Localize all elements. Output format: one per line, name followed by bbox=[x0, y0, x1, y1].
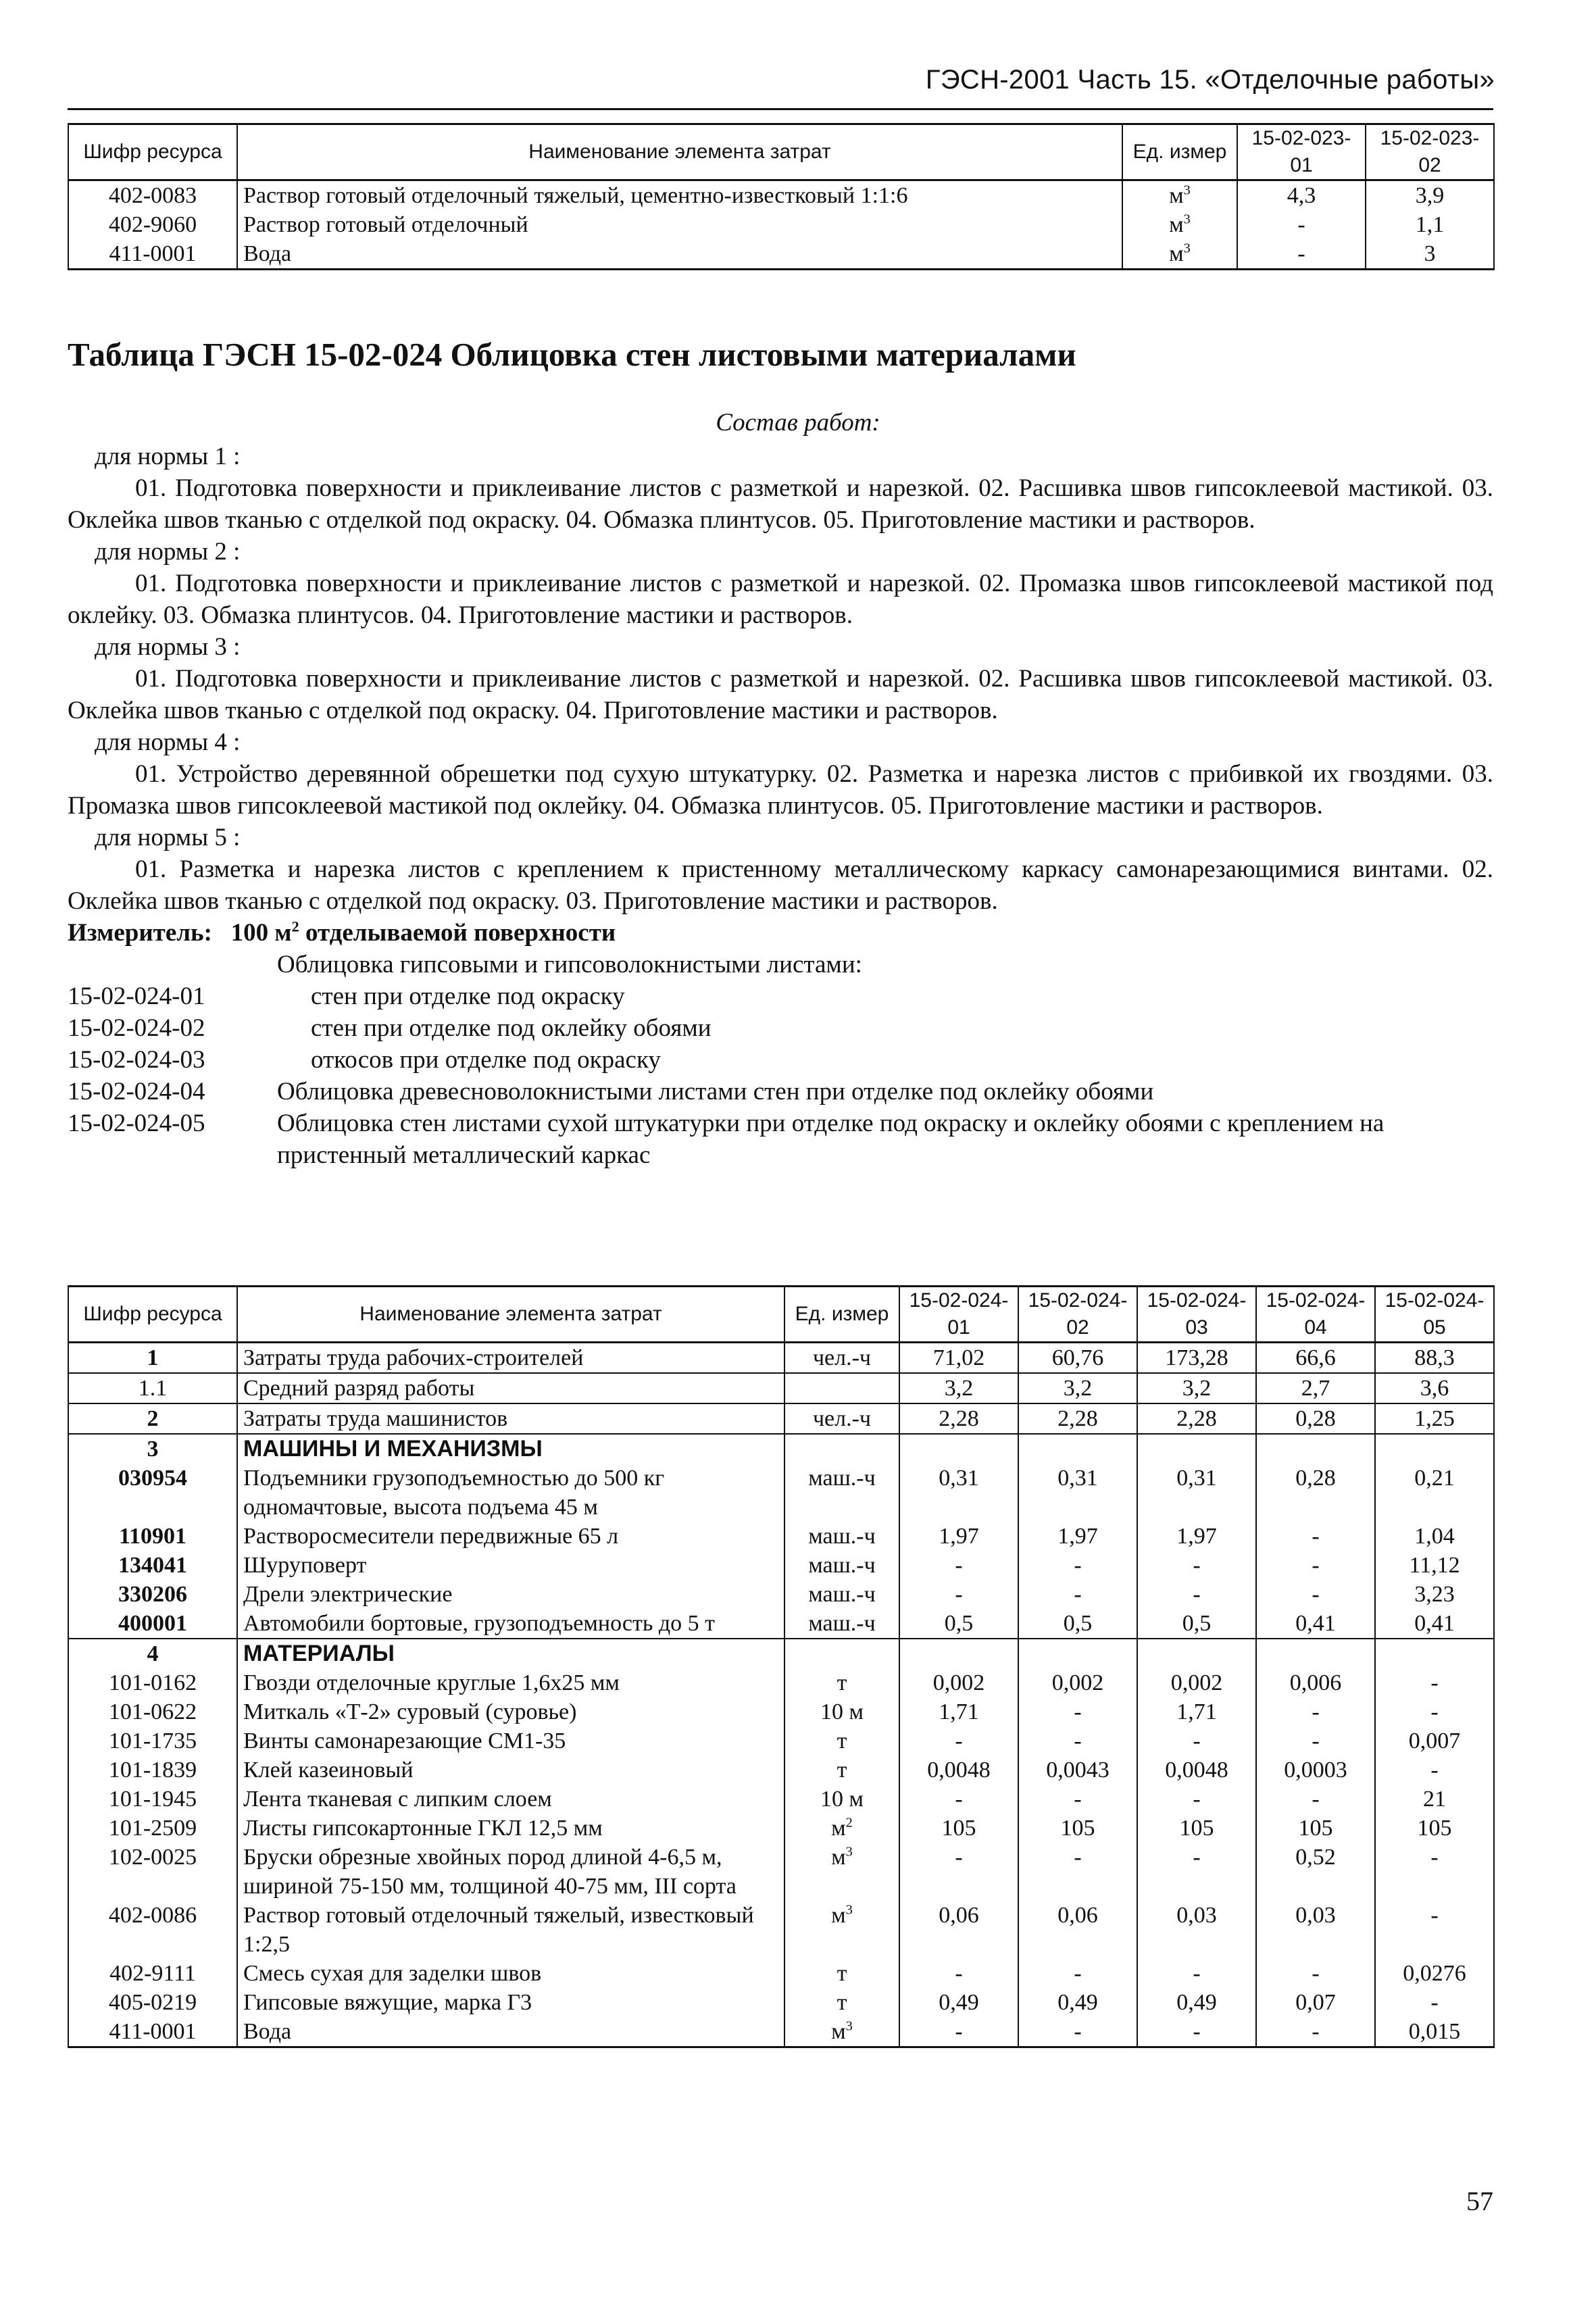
unit-power: 3 bbox=[1183, 182, 1191, 198]
resource-code: 101-0162 bbox=[68, 1668, 237, 1697]
resource-name: Шуруповерт bbox=[237, 1551, 784, 1580]
norm-value bbox=[1256, 1434, 1375, 1464]
norm-description: Облицовка древесноволокнистыми листами стен при отделке под оклейку обоями bbox=[277, 1078, 1154, 1105]
norm-value: 0,5 bbox=[899, 1609, 1018, 1639]
unit-text: м bbox=[1169, 241, 1184, 266]
resource-name: Листы гипсокартонные ГКЛ 12,5 мм bbox=[237, 1814, 784, 1843]
norm-value: 105 bbox=[1018, 1814, 1137, 1843]
unit-text: м bbox=[1169, 212, 1184, 237]
norm-value: 11,12 bbox=[1375, 1551, 1494, 1580]
unit-cell bbox=[784, 1580, 899, 1609]
norm-value: 0,007 bbox=[1375, 1726, 1494, 1756]
unit-cell bbox=[784, 1726, 899, 1756]
unit-cell bbox=[784, 1959, 899, 1988]
unit-power: 2 bbox=[845, 1815, 853, 1831]
norm-value: - bbox=[899, 1785, 1018, 1814]
column-header: Шифр ресурса bbox=[68, 1287, 237, 1343]
norm-value: 0,0043 bbox=[1018, 1756, 1137, 1785]
column-header: 15-02-023-02 bbox=[1366, 124, 1494, 180]
norm-value: 105 bbox=[1137, 1814, 1256, 1843]
norm-value: 0,07 bbox=[1256, 1988, 1375, 2017]
unit-cell bbox=[784, 1434, 899, 1464]
unit-text: маш.-ч bbox=[808, 1582, 876, 1607]
table-row bbox=[68, 1988, 1494, 2017]
norm-value: 0,06 bbox=[899, 1901, 1018, 1959]
column-header: 15-02-024-02 bbox=[1018, 1287, 1137, 1343]
unit-cell bbox=[784, 1785, 899, 1814]
resource-code: 134041 bbox=[68, 1551, 237, 1580]
norm-value: - bbox=[1137, 1580, 1256, 1609]
table-row bbox=[68, 1522, 1494, 1551]
unit-cell bbox=[784, 1639, 899, 1668]
resource-name: Раствор готовый отделочный тяжелый, известковый 1:2,5 bbox=[237, 1901, 784, 1959]
work-composition bbox=[68, 441, 1493, 1171]
column-header: 15-02-023-01 bbox=[1237, 124, 1366, 180]
norm-description: откосов при отделке под окраску bbox=[311, 1046, 661, 1074]
norm-value: 1,71 bbox=[899, 1697, 1018, 1726]
meter-unit-power: 2 bbox=[291, 918, 299, 935]
table-header-row bbox=[68, 1287, 1494, 1343]
norm-value: - bbox=[1137, 1843, 1256, 1901]
norm-value: 2,28 bbox=[1137, 1403, 1256, 1434]
running-header: ГЭСН-2001 Часть 15. «Отделочные работы» bbox=[925, 65, 1495, 95]
resource-name: Затраты труда машинистов bbox=[237, 1403, 784, 1434]
unit-cell bbox=[784, 1373, 899, 1403]
norm-value bbox=[899, 1434, 1018, 1464]
norm-value: 71,02 bbox=[899, 1343, 1018, 1374]
unit-power: 3 bbox=[845, 1844, 853, 1860]
resource-name: Автомобили бортовые, грузоподъемность до 5 т bbox=[237, 1609, 784, 1639]
resource-name: Дрели электрические bbox=[237, 1580, 784, 1609]
norm-value: - bbox=[1375, 1668, 1494, 1697]
resource-name: Бруски обрезные хвойных пород длиной 4-6,5 м, шириной 75-150 мм, толщиной 40-75 мм, III сорта bbox=[237, 1843, 784, 1901]
norm-value: 0,28 bbox=[1256, 1464, 1375, 1522]
table-row bbox=[68, 1343, 1494, 1374]
norm-value: 0,28 bbox=[1256, 1403, 1375, 1434]
table-row bbox=[68, 1901, 1494, 1959]
section-name: МАШИНЫ И МЕХАНИЗМЫ bbox=[237, 1434, 784, 1464]
unit-text: чел.-ч bbox=[812, 1406, 872, 1431]
norm-work-text: 01. Подготовка поверхности и приклеивание листов с разметкой и нарезкой. 02. Расшивка швов гипсоклеевой мастикой. 03. Оклейка швов тканью с отделкой под окраску. 04. Приготовление мастики и растворов. bbox=[68, 665, 1493, 724]
norm-value: 0,31 bbox=[1137, 1464, 1256, 1522]
norm-value: - bbox=[1018, 1580, 1137, 1609]
table-row bbox=[68, 1843, 1494, 1901]
norm-value: 0,41 bbox=[1256, 1609, 1375, 1639]
section-row bbox=[68, 1434, 1494, 1464]
unit-text: т bbox=[837, 1670, 847, 1695]
norm-value: 0,0276 bbox=[1375, 1959, 1494, 1988]
norm-value: 3,23 bbox=[1375, 1580, 1494, 1609]
norm-work-text: 01. Подготовка поверхности и приклеивание листов с разметкой и нарезкой. 02. Расшивка швов гипсоклеевой мастикой. 03. Оклейка швов тканью с отделкой под окраску. 04. Обмазка плинтусов. 05. Приготовление мастики и растворов. bbox=[68, 474, 1493, 534]
unit-cell bbox=[784, 1343, 899, 1374]
table-row bbox=[68, 1959, 1494, 1988]
resource-code: 101-1735 bbox=[68, 1726, 237, 1756]
resource-code: 1.1 bbox=[68, 1373, 237, 1403]
unit-power: 3 bbox=[1183, 241, 1191, 256]
header-rule bbox=[68, 108, 1493, 110]
resource-name: Средний разряд работы bbox=[237, 1373, 784, 1403]
norm-value: - bbox=[1256, 1959, 1375, 1988]
norm-value: 1,97 bbox=[1137, 1522, 1256, 1551]
table-row bbox=[68, 1785, 1494, 1814]
norm-value: 0,49 bbox=[899, 1988, 1018, 2017]
meter-unit-text: отделываемой поверхности bbox=[299, 919, 616, 947]
norm-value: - bbox=[1375, 1697, 1494, 1726]
unit-power: 3 bbox=[845, 2018, 853, 2034]
norm-value: 1,25 bbox=[1375, 1403, 1494, 1434]
table-row bbox=[68, 1756, 1494, 1785]
unit-text: маш.-ч bbox=[808, 1553, 876, 1578]
resource-table-top bbox=[68, 123, 1495, 270]
norm-value: 0,21 bbox=[1375, 1464, 1494, 1522]
norm-value: 0,52 bbox=[1256, 1843, 1375, 1901]
unit-cell bbox=[1122, 210, 1237, 239]
norm-value: - bbox=[1018, 1959, 1137, 1988]
norm-value: 1,71 bbox=[1137, 1697, 1256, 1726]
norm-value: - bbox=[1375, 1901, 1494, 1959]
unit-cell bbox=[784, 1988, 899, 2017]
resource-name: Клей казеиновый bbox=[237, 1756, 784, 1785]
norm-value bbox=[899, 1639, 1018, 1668]
norm-value: - bbox=[1375, 1756, 1494, 1785]
unit-cell bbox=[784, 1403, 899, 1434]
unit-cell bbox=[784, 1756, 899, 1785]
norm-value bbox=[1375, 1434, 1494, 1464]
norm-value: - bbox=[899, 1843, 1018, 1901]
norm-value: 2,7 bbox=[1256, 1373, 1375, 1403]
table-row bbox=[68, 239, 1494, 270]
norm-value: 3,9 bbox=[1366, 180, 1494, 211]
unit-text: 10 м bbox=[820, 1699, 864, 1724]
norm-value: 105 bbox=[1256, 1814, 1375, 1843]
unit-text: т bbox=[837, 1758, 847, 1783]
norm-value: 21 bbox=[1375, 1785, 1494, 1814]
page-number: 57 bbox=[1466, 2186, 1493, 2216]
table-header-row bbox=[68, 124, 1494, 180]
norm-value: - bbox=[1237, 210, 1366, 239]
unit-text: маш.-ч bbox=[808, 1611, 876, 1636]
norm-value: 0,31 bbox=[899, 1464, 1018, 1522]
norm-value: 1,04 bbox=[1375, 1522, 1494, 1551]
norm-value: 0,03 bbox=[1256, 1901, 1375, 1959]
norm-value: 105 bbox=[899, 1814, 1018, 1843]
unit-text: чел.-ч bbox=[812, 1345, 872, 1370]
table-body bbox=[68, 1343, 1494, 2047]
column-header: Ед. измер bbox=[1122, 124, 1237, 180]
norm-label: для нормы 2 : bbox=[95, 538, 241, 566]
norm-value: - bbox=[1256, 2017, 1375, 2047]
resource-code: 101-0622 bbox=[68, 1697, 237, 1726]
resource-name: Раствор готовый отделочный тяжелый, цементно-известковый 1:1:6 bbox=[237, 180, 1122, 211]
resource-code: 1 bbox=[68, 1343, 237, 1374]
norm-value: - bbox=[1018, 1726, 1137, 1756]
norm-code: 15-02-024-05 bbox=[68, 1110, 205, 1137]
unit-text: м bbox=[831, 1816, 846, 1841]
norm-value bbox=[1137, 1639, 1256, 1668]
norm-work-text: 01. Подготовка поверхности и приклеивание листов с разметкой и нарезкой. 02. Промазка швов гипсоклеевой мастикой под оклейку. 03. Обмазка плинтусов. 04. Приготовление мастики и растворов. bbox=[68, 570, 1493, 629]
norm-value: 0,5 bbox=[1018, 1609, 1137, 1639]
section-name: МАТЕРИАЛЫ bbox=[237, 1639, 784, 1668]
table-row bbox=[68, 2017, 1494, 2047]
unit-text: т bbox=[837, 1961, 847, 1986]
norm-value: 0,41 bbox=[1375, 1609, 1494, 1639]
resource-code: 4 bbox=[68, 1639, 237, 1668]
norm-value: 0,0048 bbox=[1137, 1756, 1256, 1785]
norm-value: 4,3 bbox=[1237, 180, 1366, 211]
resource-name: Вода bbox=[237, 239, 1122, 270]
table-row bbox=[68, 1551, 1494, 1580]
norm-value: - bbox=[899, 1551, 1018, 1580]
resource-code: 411-0001 bbox=[68, 2017, 237, 2047]
norm-value: - bbox=[899, 1580, 1018, 1609]
resource-table-main bbox=[68, 1285, 1495, 2048]
norm-code: 15-02-024-04 bbox=[68, 1078, 205, 1105]
column-header: 15-02-024-04 bbox=[1256, 1287, 1375, 1343]
unit-text: т bbox=[837, 1728, 847, 1753]
norm-value bbox=[1018, 1639, 1137, 1668]
resource-code: 411-0001 bbox=[68, 239, 237, 270]
norm-code: 15-02-024-01 bbox=[68, 982, 205, 1010]
norm-label: для нормы 1 : bbox=[95, 443, 241, 470]
column-header: Наименование элемента затрат bbox=[237, 1287, 784, 1343]
table-row bbox=[68, 1373, 1494, 1403]
column-header: 15-02-024-03 bbox=[1137, 1287, 1256, 1343]
unit-power: 3 bbox=[1183, 211, 1191, 227]
unit-cell bbox=[784, 2017, 899, 2047]
unit-cell bbox=[784, 1522, 899, 1551]
norm-value: 60,76 bbox=[1018, 1343, 1137, 1374]
norm-code: 15-02-024-02 bbox=[68, 1014, 205, 1042]
norm-value: 173,28 bbox=[1137, 1343, 1256, 1374]
resource-code: 110901 bbox=[68, 1522, 237, 1551]
norm-value: 0,31 bbox=[1018, 1464, 1137, 1522]
resource-code: 2 bbox=[68, 1403, 237, 1434]
resource-name: Растворосмесители передвижные 65 л bbox=[237, 1522, 784, 1551]
norm-label: для нормы 3 : bbox=[95, 633, 241, 661]
resource-code: 402-0083 bbox=[68, 180, 237, 211]
unit-cell bbox=[784, 1464, 899, 1522]
code-spacer bbox=[68, 949, 277, 980]
resource-code: 030954 bbox=[68, 1464, 237, 1522]
unit-cell bbox=[1122, 180, 1237, 211]
norm-value: - bbox=[1256, 1580, 1375, 1609]
meter-value: 100 м bbox=[230, 919, 292, 947]
norm-value: - bbox=[1018, 1785, 1137, 1814]
norm-value: - bbox=[1237, 239, 1366, 270]
meter-label: Измеритель: bbox=[68, 919, 212, 947]
resource-name: Лента тканевая с липким слоем bbox=[237, 1785, 784, 1814]
norm-value: 0,06 bbox=[1018, 1901, 1137, 1959]
norm-value bbox=[1018, 1434, 1137, 1464]
norm-label: для нормы 5 : bbox=[95, 824, 241, 851]
norm-value: - bbox=[1018, 1697, 1137, 1726]
norm-code: 15-02-024-03 bbox=[68, 1046, 205, 1074]
norm-value: 0,03 bbox=[1137, 1901, 1256, 1959]
column-header: 15-02-024-01 bbox=[899, 1287, 1018, 1343]
norm-value: 2,28 bbox=[899, 1403, 1018, 1434]
table-body bbox=[68, 180, 1494, 270]
norm-value: 0,002 bbox=[1137, 1668, 1256, 1697]
norm-value: - bbox=[1256, 1785, 1375, 1814]
norm-value: - bbox=[899, 2017, 1018, 2047]
norm-value: 3 bbox=[1366, 239, 1494, 270]
resource-code: 400001 bbox=[68, 1609, 237, 1639]
unit-text: м bbox=[831, 2019, 846, 2044]
resource-name: Винты самонарезающие СМ1-35 bbox=[237, 1726, 784, 1756]
group-heading: Облицовка гипсовыми и гипсоволокнистыми листами: bbox=[277, 951, 862, 978]
resource-code: 402-9111 bbox=[68, 1959, 237, 1988]
norm-work-text: 01. Устройство деревянной обрешетки под сухую штукатурку. 02. Разметка и нарезка листов с прибивкой их гвоздями. 03. Промазка швов гипсоклеевой мастикой под оклейку. 04. Обмазка плинтусов. 05. Приготовление мастики и растворов. bbox=[68, 760, 1493, 820]
norm-value: - bbox=[1137, 1959, 1256, 1988]
meter-line bbox=[68, 917, 1493, 949]
norm-value: 1,97 bbox=[899, 1522, 1018, 1551]
unit-cell bbox=[784, 1609, 899, 1639]
norm-value: 3,2 bbox=[1137, 1373, 1256, 1403]
norm-label: для нормы 4 : bbox=[95, 728, 241, 756]
resource-code: 101-1945 bbox=[68, 1785, 237, 1814]
unit-power: 3 bbox=[845, 1902, 853, 1918]
norm-value: 0,5 bbox=[1137, 1609, 1256, 1639]
norm-value: 0,0003 bbox=[1256, 1756, 1375, 1785]
resource-code: 402-9060 bbox=[68, 210, 237, 239]
norm-value: - bbox=[1256, 1522, 1375, 1551]
norm-value: 3,6 bbox=[1375, 1373, 1494, 1403]
section-row bbox=[68, 1639, 1494, 1668]
table-row bbox=[68, 1726, 1494, 1756]
norm-description: Облицовка стен листами сухой штукатурки при отделке под окраску и оклейку обоями с креплением на пристенный металлический каркас bbox=[277, 1110, 1385, 1169]
resource-code: 101-2509 bbox=[68, 1814, 237, 1843]
unit-cell bbox=[784, 1668, 899, 1697]
table-row bbox=[68, 1668, 1494, 1697]
resource-code: 3 bbox=[68, 1434, 237, 1464]
unit-cell bbox=[784, 1901, 899, 1959]
norm-value bbox=[1375, 1639, 1494, 1668]
table-row bbox=[68, 210, 1494, 239]
unit-cell bbox=[784, 1697, 899, 1726]
resource-code: 101-1839 bbox=[68, 1756, 237, 1785]
table-row bbox=[68, 1403, 1494, 1434]
unit-cell bbox=[784, 1551, 899, 1580]
table-row bbox=[68, 1609, 1494, 1639]
norm-value: 0,006 bbox=[1256, 1668, 1375, 1697]
norm-value: - bbox=[1018, 1551, 1137, 1580]
norm-codes bbox=[68, 949, 1493, 1171]
norm-value: - bbox=[1256, 1697, 1375, 1726]
norms-list bbox=[68, 441, 1493, 917]
resource-code: 405-0219 bbox=[68, 1988, 237, 2017]
resource-name: Смесь сухая для заделки швов bbox=[237, 1959, 784, 1988]
norm-value bbox=[1256, 1639, 1375, 1668]
resource-name: Миткаль «Т-2» суровый (суровье) bbox=[237, 1697, 784, 1726]
norm-value: 1,1 bbox=[1366, 210, 1494, 239]
column-header: 15-02-024-05 bbox=[1375, 1287, 1494, 1343]
norm-value: 0,015 bbox=[1375, 2017, 1494, 2047]
norm-value: - bbox=[899, 1959, 1018, 1988]
norm-value: 3,2 bbox=[899, 1373, 1018, 1403]
norm-value: 0,002 bbox=[899, 1668, 1018, 1697]
unit-text: м bbox=[831, 1903, 846, 1928]
norm-value: - bbox=[1018, 1843, 1137, 1901]
norm-value: 2,28 bbox=[1018, 1403, 1137, 1434]
column-header: Шифр ресурса bbox=[68, 124, 237, 180]
norm-work-text: 01. Разметка и нарезка листов с креплением к пристенному металлическому каркасу самонарезающимися винтами. 02. Оклейка швов тканью с отделкой под окраску. 03. Приготовление мастики и растворов. bbox=[68, 855, 1493, 915]
resource-code: 402-0086 bbox=[68, 1901, 237, 1959]
table-row bbox=[68, 1814, 1494, 1843]
norm-value: 0,49 bbox=[1137, 1988, 1256, 2017]
column-header: Ед. измер bbox=[784, 1287, 899, 1343]
resource-name: Подъемники грузоподъемностью до 500 кг одномачтовые, высота подъема 45 м bbox=[237, 1464, 784, 1522]
norm-value: - bbox=[1256, 1726, 1375, 1756]
resource-code: 330206 bbox=[68, 1580, 237, 1609]
norm-value: - bbox=[1137, 1551, 1256, 1580]
unit-cell bbox=[1122, 239, 1237, 270]
norm-value: - bbox=[1137, 2017, 1256, 2047]
table-row bbox=[68, 180, 1494, 211]
norm-value: 66,6 bbox=[1256, 1343, 1375, 1374]
norm-value: 88,3 bbox=[1375, 1343, 1494, 1374]
norm-value: - bbox=[1137, 1785, 1256, 1814]
resource-code: 102-0025 bbox=[68, 1843, 237, 1901]
norm-value: 0,49 bbox=[1018, 1988, 1137, 2017]
norm-value: - bbox=[1256, 1551, 1375, 1580]
section-title: Таблица ГЭСН 15-02-024 Облицовка стен листовыми материалами bbox=[68, 336, 1076, 373]
unit-cell bbox=[784, 1814, 899, 1843]
norm-value: 1,97 bbox=[1018, 1522, 1137, 1551]
norm-value: 3,2 bbox=[1018, 1373, 1137, 1403]
norm-value: 105 bbox=[1375, 1814, 1494, 1843]
norm-value: - bbox=[1375, 1843, 1494, 1901]
column-header: Наименование элемента затрат bbox=[237, 124, 1122, 180]
table-row bbox=[68, 1697, 1494, 1726]
norm-value: - bbox=[899, 1726, 1018, 1756]
norm-value: 0,0048 bbox=[899, 1756, 1018, 1785]
unit-text: маш.-ч bbox=[808, 1466, 876, 1491]
resource-name: Гипсовые вяжущие, марка Г3 bbox=[237, 1988, 784, 2017]
norm-value: - bbox=[1018, 2017, 1137, 2047]
norm-value: - bbox=[1137, 1726, 1256, 1756]
unit-text: м bbox=[1169, 183, 1184, 208]
unit-text: маш.-ч bbox=[808, 1524, 876, 1549]
unit-cell bbox=[784, 1843, 899, 1901]
unit-text: м bbox=[831, 1845, 846, 1870]
resource-name: Раствор готовый отделочный bbox=[237, 210, 1122, 239]
unit-text: т bbox=[837, 1990, 847, 2015]
norm-value: - bbox=[1375, 1988, 1494, 2017]
norm-description: стен при отделке под окраску bbox=[311, 982, 625, 1010]
norm-description: стен при отделке под оклейку обоями bbox=[311, 1014, 712, 1042]
norm-value bbox=[1137, 1434, 1256, 1464]
work-composition-heading: Состав работ: bbox=[716, 409, 880, 437]
table-row bbox=[68, 1464, 1494, 1522]
resource-name: Гвозди отделочные круглые 1,6х25 мм bbox=[237, 1668, 784, 1697]
resource-name: Затраты труда рабочих-строителей bbox=[237, 1343, 784, 1374]
norm-value: 0,002 bbox=[1018, 1668, 1137, 1697]
unit-text: 10 м bbox=[820, 1787, 864, 1812]
table-row bbox=[68, 1580, 1494, 1609]
resource-name: Вода bbox=[237, 2017, 784, 2047]
